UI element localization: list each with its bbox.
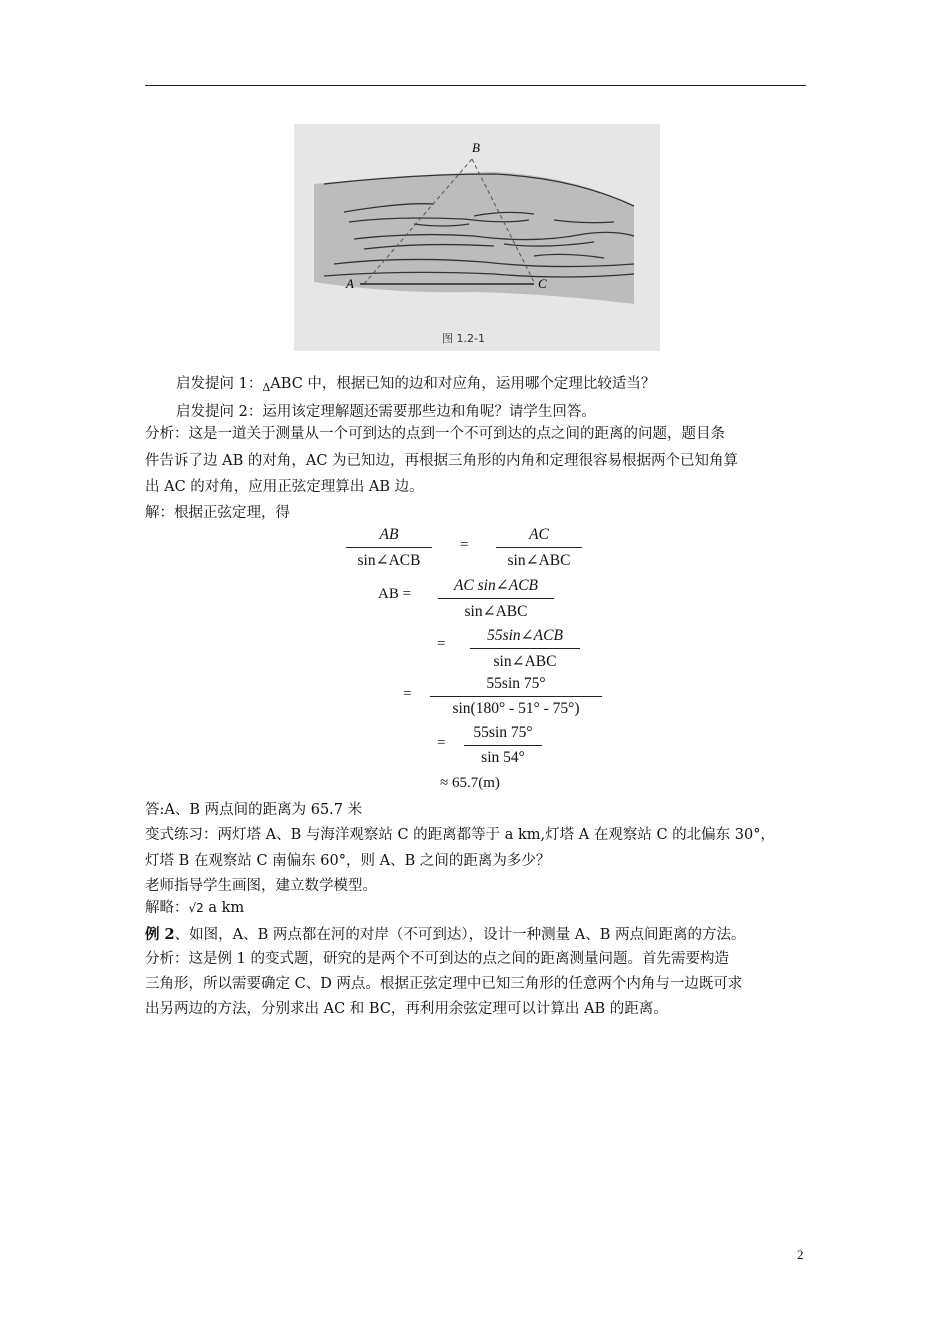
label-b: B bbox=[472, 140, 480, 155]
river-diagram bbox=[294, 124, 660, 351]
eq3-num: 55sin∠ACB bbox=[470, 626, 580, 649]
eq5-num: 55sin 75° bbox=[464, 724, 542, 746]
brief-rest: a km bbox=[208, 900, 245, 916]
eq4-equals: = bbox=[403, 686, 412, 702]
sqrt-two: √2 bbox=[188, 901, 204, 915]
ex2-analysis-line-3: 出另两边的方法，分别求出 AC 和 BC，再利用余弦定理可以计算出 AB 的距离。 bbox=[145, 1001, 668, 1017]
header-rule bbox=[145, 85, 806, 86]
ex2-analysis-line-2: 三角形，所以需要确定 C、D 两点。根据正弦定理中已知三角形的任意两个内角与一边既可求 bbox=[145, 976, 743, 992]
eq3-fraction bbox=[470, 626, 580, 671]
eq6-result: ≈ 65.7(m) bbox=[440, 775, 500, 791]
label-a: A bbox=[346, 276, 354, 291]
eq5-fraction bbox=[464, 724, 542, 767]
q1-rest: ABC 中，根据已知的边和对应角，运用哪个定理比较适当？ bbox=[270, 376, 656, 392]
figure-caption: 图 1.2-1 bbox=[442, 332, 485, 345]
variant-line-1: 变式练习：两灯塔 A、B 与海洋观察站 C 的距离都等于 a km,灯塔 A 在观察站 C 的北偏东 30°， bbox=[145, 827, 775, 843]
river-figure bbox=[294, 124, 660, 351]
eq1-equals: = bbox=[460, 537, 469, 553]
q1-prefix: 启发提问 1： bbox=[176, 376, 263, 392]
eq3-den: sin∠ABC bbox=[493, 653, 557, 670]
eq4-num: 55sin 75° bbox=[430, 675, 602, 697]
eq4-fraction bbox=[430, 675, 602, 718]
example-2-line bbox=[145, 925, 745, 945]
analysis-line-3: 出 AC 的对角，应用正弦定理算出 AB 边。 bbox=[145, 479, 424, 495]
eq1-den2: sin∠ABC bbox=[507, 552, 571, 569]
eq2-num: AC sin∠ACB bbox=[438, 576, 554, 599]
triangle-symbol: Δ bbox=[262, 381, 271, 394]
eq2-den: sin∠ABC bbox=[464, 603, 528, 620]
variant-line-2: 灯塔 B 在观察站 C 南偏东 60°，则 A、B 之间的距离为多少？ bbox=[145, 853, 551, 869]
analysis-line-1: 分析：这是一道关于测量从一个可到达的点到一个不可到达的点之间的距离的问题，题目条 bbox=[145, 426, 725, 442]
example-2-text: 、如图，A、B 两点都在河的对岸（不可到达），设计一种测量 A、B 两点间距离的方法。 bbox=[174, 927, 746, 943]
label-c: C bbox=[538, 276, 547, 291]
eq5-equals: = bbox=[437, 735, 446, 751]
eq4-den: sin(180° - 51° - 75°) bbox=[452, 700, 580, 717]
example-2-label: 例 2 bbox=[145, 926, 175, 943]
answer-line: 答:A、B 两点间的距离为 65.7 米 bbox=[145, 802, 363, 818]
prompt-question-2: 启发提问 2：运用该定理解题还需要那些边和角呢？请学生回答。 bbox=[176, 404, 596, 420]
prompt-question-1 bbox=[176, 374, 655, 395]
page-number: 2 bbox=[797, 1247, 804, 1262]
eq1-den: sin∠ACB bbox=[357, 552, 421, 569]
eq2-lhs: AB = bbox=[378, 586, 412, 602]
eq1-left-fraction bbox=[346, 526, 432, 570]
eq1-right-fraction bbox=[496, 526, 582, 570]
teacher-line: 老师指导学生画图，建立数学模型。 bbox=[145, 878, 377, 894]
analysis-line-2: 件告诉了边 AB 的对角，AC 为已知边，再根据三角形的内角和定理很容易根据两个已知角算 bbox=[145, 453, 739, 469]
eq1-num2: AC bbox=[496, 526, 582, 548]
eq3-equals: = bbox=[437, 636, 446, 652]
solution-intro: 解：根据正弦定理，得 bbox=[145, 505, 290, 521]
eq2-fraction bbox=[438, 576, 554, 621]
eq5-den: sin 54° bbox=[481, 749, 525, 766]
ex2-analysis-line-1: 分析：这是例 1 的变式题，研究的是两个不可到达的点之间的距离测量问题。首先需要构造 bbox=[145, 951, 729, 967]
brief-prefix: 解略： bbox=[145, 900, 189, 916]
brief-solution-line bbox=[145, 898, 244, 918]
eq1-num: AB bbox=[346, 526, 432, 548]
